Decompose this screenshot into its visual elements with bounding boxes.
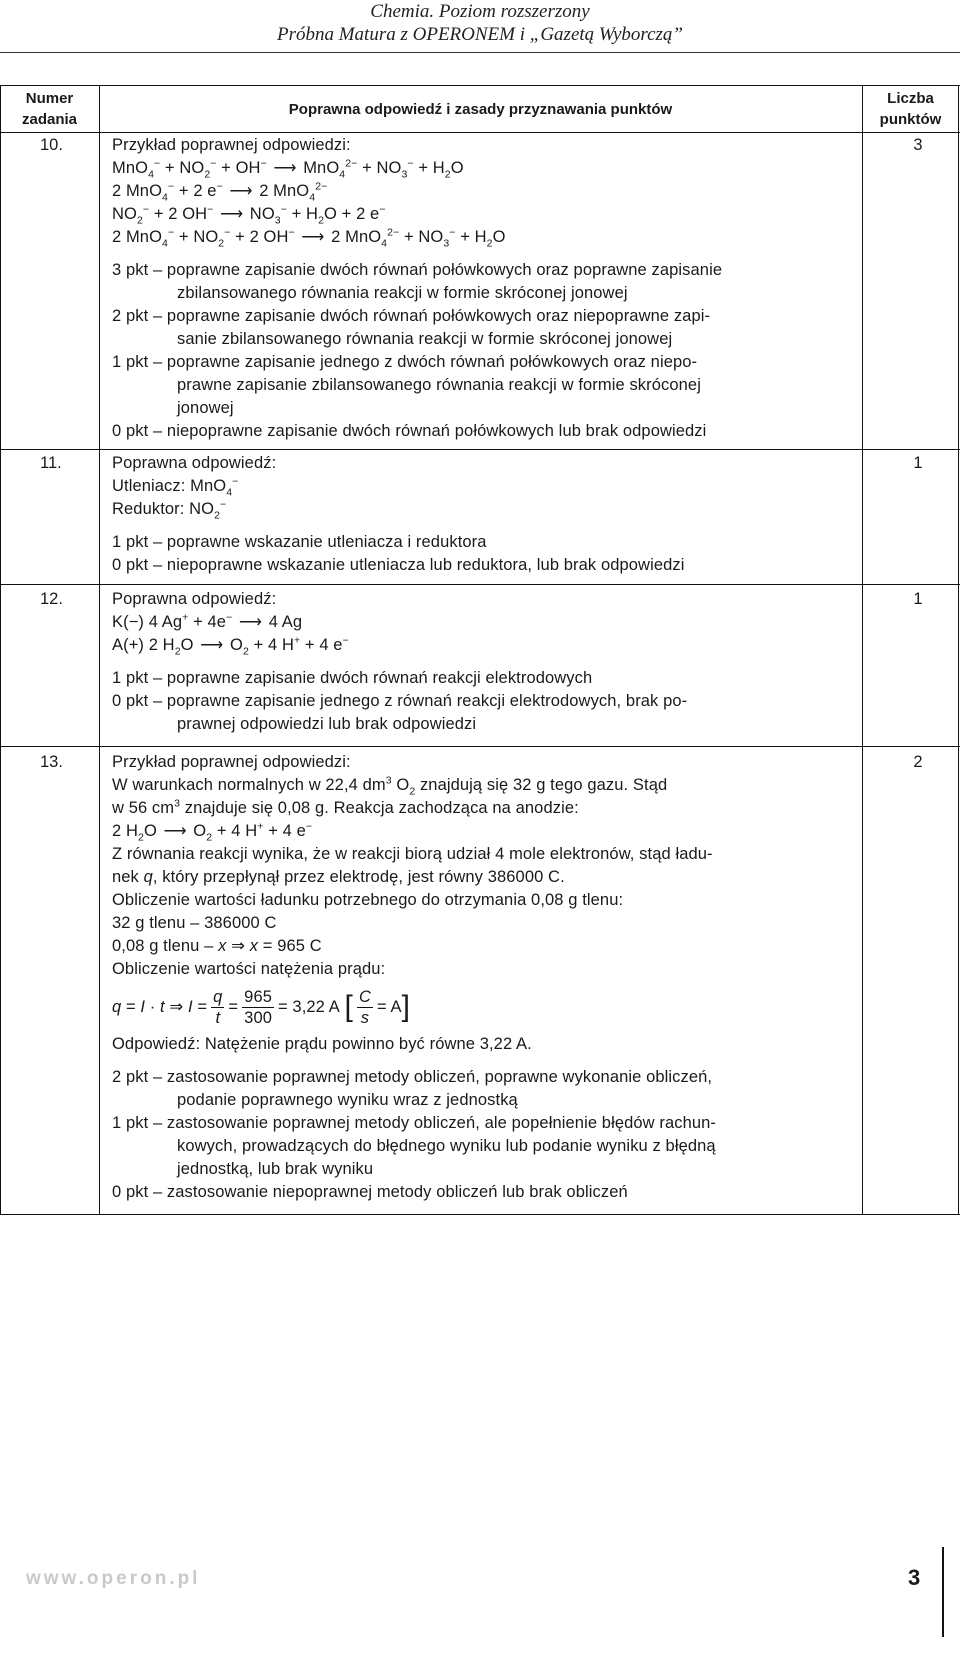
row-rule-12 xyxy=(0,746,960,747)
criterion-line: podanie poprawnego wyniku wraz z jednostką xyxy=(177,1091,518,1109)
criterion-line: 0 pkt – niepoprawne wskazanie utleniacza lub reduktora, lub brak odpowiedzi xyxy=(112,556,685,574)
row-rule-11 xyxy=(0,584,960,585)
intro-text: Przykład poprawnej odpowiedzi: xyxy=(112,136,351,154)
criterion-line: 3 pkt – poprawne zapisanie dwóch równań połówkowych oraz poprawne zapisanie xyxy=(112,261,723,279)
solution-line: Z równania reakcji wynika, że w reakcji biorą udział 4 mole elektronów, stąd ładu- xyxy=(112,845,713,863)
solution-line: W warunkach normalnych w 22,4 $dm^3$ $O_2$ znajdują się 32 g tego gazu. Stąd xyxy=(112,774,668,798)
table-divider-left xyxy=(99,86,100,1214)
solution-line: w 56 $cm^3$ znajduje się 0,08 g. Reakcja zachodząca na anodzie: xyxy=(112,797,579,817)
intro-text: Poprawna odpowiedź: xyxy=(112,454,277,472)
task-points: 1 xyxy=(913,590,923,608)
fraction: $\frac{q}{t}$ xyxy=(213,987,223,1027)
reductant-line: Reduktor: $NO_2^-$ xyxy=(112,498,227,522)
footer-url: www.operon.pl xyxy=(26,1568,201,1589)
intro-text: Przykład poprawnej odpowiedzi: xyxy=(112,753,351,771)
oxidant-line: Utleniacz: MnO$_4$− xyxy=(112,475,239,499)
header-row-rule xyxy=(0,132,960,133)
solution-line: Obliczenie wartości ładunku potrzebnego do otrzymania 0,08 g tlenu: xyxy=(112,891,624,909)
table-border-left xyxy=(0,86,1,1214)
solution-line: 0,08 g tlenu – x ⇒ x = 965 C xyxy=(112,937,322,955)
header-title: Chemia. Poziom rozszerzony xyxy=(370,1,590,22)
criterion-line: 1 pkt – poprawne wskazanie utleniacza i reduktora xyxy=(112,533,487,551)
task-number: 11. xyxy=(40,454,62,472)
header-rule xyxy=(0,52,960,53)
equation: 2 MnO$_4$− + 2 e− ⟶ 2 MnO$_4^{2-}$ xyxy=(112,180,328,204)
equation: 2 $H_2O$ ⟶ $O_2 + 4$ H+ + 4 e− xyxy=(112,820,313,844)
equation: A(+) 2 $H_2O$ ⟶ $O_2 + 4$ H+ + 4 e− xyxy=(112,634,349,658)
criterion-line: 0 pkt – poprawne zapisanie jednego z równań reakcji elektrodowych, brak po- xyxy=(112,692,688,710)
task-points: 3 xyxy=(913,136,923,154)
task-10-answer xyxy=(112,134,857,443)
table-border-right xyxy=(958,86,959,1214)
column-header-number: Numer zadania xyxy=(21,90,78,128)
equation: K(−) 4 Ag+ + 4e− ⟶ 4 Ag xyxy=(112,611,303,631)
task-number: 10. xyxy=(40,136,63,154)
solution-line: Odpowiedź: Natężenie prądu powinno być równe 3,22 A. xyxy=(112,1035,532,1053)
criterion-line: kowych, prowadzących do błędnego wyniku lub podanie wyniku z błędną xyxy=(177,1137,716,1155)
criterion-line: jonowej xyxy=(177,399,234,417)
criterion-line: 2 pkt – zastosowanie poprawnej metody obliczeń, poprawne wykonanie obliczeń, xyxy=(112,1068,713,1086)
current-formula: q = I · t ⇒ I = $\frac{q}{t}$ = $\frac{965}{300}$ = 3,22 A [ $\frac{C}{s}$ = A ] xyxy=(112,987,411,1027)
criterion-line: prawne zapisanie zbilansowanego równania reakcji w formie skróconej xyxy=(177,376,701,394)
column-header-answer: Poprawna odpowiedź i zasady przyznawania punktów xyxy=(288,101,673,118)
criterion-line: 1 pkt – poprawne zapisanie dwóch równań reakcji elektrodowych xyxy=(112,669,593,687)
criterion-line: zbilansowanego równania reakcji w formie skróconej jonowej xyxy=(177,284,628,302)
task-number: 13. xyxy=(40,753,63,771)
criterion-line: 1 pkt – zastosowanie poprawnej metody obliczeń, ale popełnienie błędów rachun- xyxy=(112,1114,717,1132)
task-number: 12. xyxy=(40,590,63,608)
header-subtitle: Próbna Matura z OPERONEM i „Gazetą Wyborczą” xyxy=(276,24,684,45)
task-11-answer xyxy=(112,452,857,577)
table-divider-right xyxy=(862,86,863,1214)
solution-line: nek q, który przepłynął przez elektrodę, jest równy 386000 C. xyxy=(112,868,565,886)
row-rule-10 xyxy=(0,449,960,450)
task-points: 1 xyxy=(913,454,923,472)
criterion-line: sanie zbilansowanego równania reakcji w formie skróconej jonowej xyxy=(177,330,673,348)
solution-line: 32 g tlenu – 386000 C xyxy=(112,914,277,932)
task-points: 2 xyxy=(913,753,923,771)
criterion-line: 0 pkt – niepoprawne zapisanie dwóch równań połówkowych lub brak odpowiedzi xyxy=(112,422,707,440)
criterion-line: prawnej odpowiedzi lub brak odpowiedzi xyxy=(177,715,477,733)
solution-line: Obliczenie wartości natężenia prądu: xyxy=(112,960,386,978)
task-12-answer xyxy=(112,588,857,736)
criterion-line: jednostką, lub brak wyniku xyxy=(177,1160,374,1178)
fraction: $\frac{965}{300}$ xyxy=(244,987,273,1027)
fraction: $\frac{C}{s}$ xyxy=(358,987,371,1027)
criterion-line: 2 pkt – poprawne zapisanie dwóch równań połówkowych oraz niepoprawne zapi- xyxy=(112,307,711,325)
equation: 2 $MnO_4^- + NO_2^- + 2$ OH− ⟶ 2 $MnO_4^{2-} + NO_3^- + H_2O$ xyxy=(112,226,506,250)
page-number: 3 xyxy=(908,1565,921,1590)
equation: $NO_2^- + 2$ OH− ⟶ $NO_3^- + H_2O + 2$ e− xyxy=(112,203,386,227)
intro-text: Poprawna odpowiedź: xyxy=(112,590,277,608)
task-13-answer xyxy=(112,751,857,1204)
criterion-line: 1 pkt – poprawne zapisanie jednego z dwóch równań połówkowych oraz niepo- xyxy=(112,353,698,371)
equation: $MnO_4^- + NO_2^- + OH^-$ ⟶ $MnO_4^{2-} + NO_3^- + H_2O$ xyxy=(112,157,464,181)
footer-rule xyxy=(942,1547,944,1637)
column-header-points: Liczba punktów xyxy=(879,90,942,128)
criterion-line: 0 pkt – zastosowanie niepoprawnej metody obliczeń lub brak obliczeń xyxy=(112,1183,628,1201)
